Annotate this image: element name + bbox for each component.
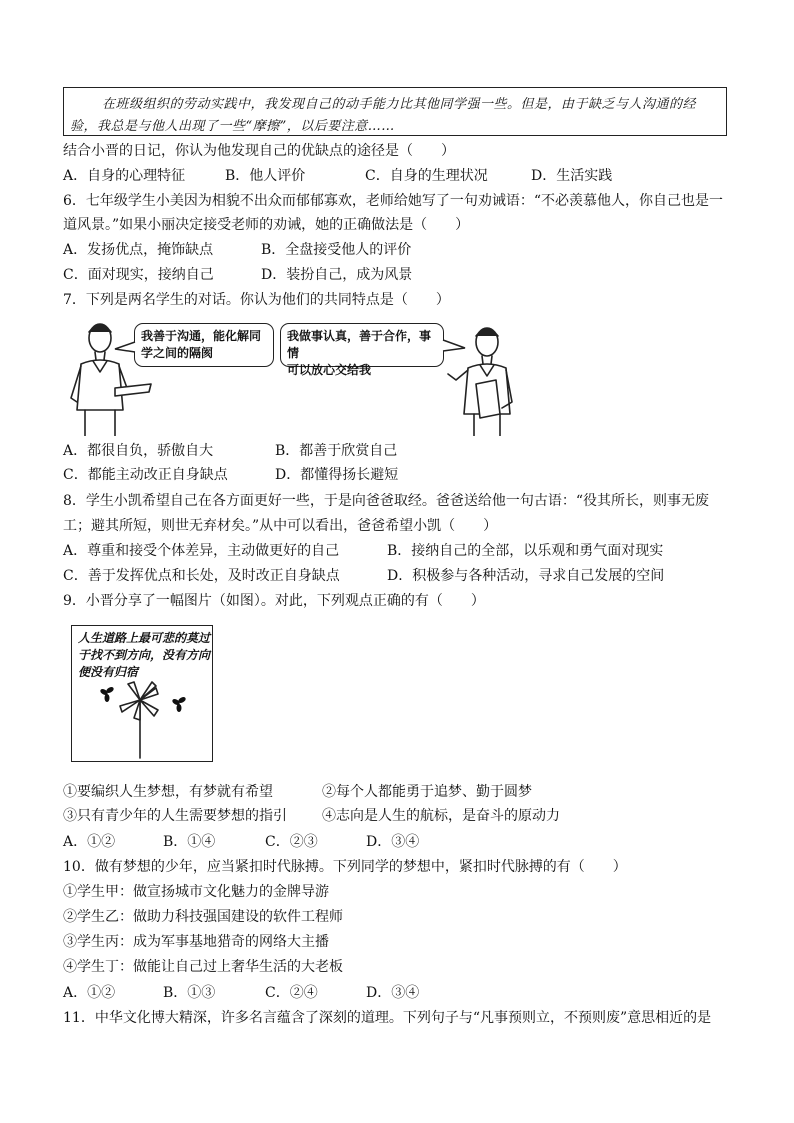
q6-option-d: D．装扮自己，成为风景 <box>261 267 413 283</box>
speech-bubble-right <box>280 323 444 377</box>
speech-bubble-left <box>134 323 274 367</box>
q7-option-c: C．都能主动改正自身缺点 <box>63 467 228 483</box>
q9-option-d: D．③④ <box>366 834 420 850</box>
speech-left-tail <box>114 340 136 356</box>
diary-line-2: 验，我总是与他人出现了一些“摩擦”，以后要注意…… <box>70 119 395 134</box>
q8-option-d: D．积极参与各种活动，寻求自己发展的空间 <box>387 568 665 584</box>
q8-stem-line-1: 8．学生小凯希望自己在各方面更好一些，于是向爸爸取经。爸爸送给他一句古语：“役其所长，则事无废 <box>63 493 710 509</box>
q10-option-c: C．②④ <box>265 985 318 1001</box>
q5-option-c: C．自身的生理状况 <box>365 168 488 184</box>
q5-option-b: B．他人评价 <box>225 168 306 184</box>
q10-statement-3: ③学生丙：成为军事基地猎奇的网络大主播 <box>63 934 329 950</box>
q10-option-a: A．①② <box>63 985 116 1001</box>
q7-stem: 7．下列是两名学生的对话。你认为他们的共同特点是（ ） <box>63 292 450 308</box>
poster-line-3: 便没有归宿 <box>78 665 139 679</box>
q9-statement-3: ③只有青少年的人生需要梦想的指引 <box>63 808 287 824</box>
q10-option-b: B．①③ <box>163 985 216 1001</box>
q5-option-d: D．生活实践 <box>531 168 613 184</box>
q7-option-b: B．都善于欣赏自己 <box>275 443 398 459</box>
diary-box <box>63 87 727 136</box>
q5-stem: 结合小晋的日记，你认为他发现自己的优缺点的途径是（ ） <box>63 143 455 159</box>
q9-stem: 9．小晋分享了一幅图片（如图）。对此，下列观点正确的有（ ） <box>63 593 485 609</box>
speech-right-line-1: 我做事认真，善于合作，事情 <box>287 329 432 360</box>
q11-stem: 11．中华文化博大精深，许多名言蕴含了深刻的道理。下列句子与“凡事预则立，不预则废”意思相近的是 <box>63 1010 712 1026</box>
speech-right-line-2: 可以放心交给我 <box>287 363 372 377</box>
q9-option-a: A．①② <box>63 834 116 850</box>
q9-option-c: C．②③ <box>265 834 318 850</box>
q8-option-c: C．善于发挥优点和长处，及时改正自身缺点 <box>63 568 340 584</box>
q7-option-a: A．都很自负，骄傲自大 <box>63 443 214 459</box>
q9-poster-image <box>71 625 213 762</box>
q9-option-b: B．①④ <box>163 834 216 850</box>
speech-left-line-2: 学之间的隔阂 <box>141 346 214 360</box>
q10-statement-1: ①学生甲：做宣扬城市文化魅力的金牌导游 <box>63 884 329 900</box>
q6-stem-line-2: 道风景。”如果小丽决定接受老师的劝诫，她的正确做法是（ ） <box>63 217 470 233</box>
q6-option-a: A．发扬优点，掩饰缺点 <box>63 242 214 258</box>
q6-option-b: B．全盘接受他人的评价 <box>261 242 412 258</box>
q8-option-a: A．尊重和接受个体差异，主动做更好的自己 <box>63 543 340 559</box>
q5-option-a: A．自身的心理特征 <box>63 168 186 184</box>
q8-option-b: B．接纳自己的全部，以乐观和勇气面对现实 <box>387 543 664 559</box>
student-right-illustration <box>440 322 520 436</box>
diary-line-1: 在班级组织的劳动实践中，我发现自己的动手能力比其他同学强一些。但是，由于缺乏与人沟通的经 <box>102 97 697 112</box>
q9-statement-2: ②每个人都能勇于追梦、勤于圆梦 <box>322 784 532 800</box>
q10-stem: 10．做有梦想的少年，应当紧扣时代脉搏。下列同学的梦想中，紧扣时代脉搏的有（ ） <box>63 859 627 875</box>
q7-option-d: D．都懂得扬长避短 <box>275 467 399 483</box>
q8-stem-line-2: 工；避其所短，则世无弃材矣。”从中可以看出，爸爸希望小凯（ ） <box>63 518 498 534</box>
q10-statement-2: ②学生乙：做助力科技强国建设的软件工程师 <box>63 909 343 925</box>
q9-statement-4: ④志向是人生的航标，是奋斗的原动力 <box>322 808 560 824</box>
speech-left-line-1: 我善于沟通，能化解同 <box>141 329 262 343</box>
q10-statement-4: ④学生丁：做能让自己过上奢华生活的大老板 <box>63 959 343 975</box>
q9-statement-1: ①要编织人生梦想，有梦就有希望 <box>63 784 273 800</box>
q10-option-d: D．③④ <box>366 985 420 1001</box>
q6-option-c: C．面对现实，接纳自己 <box>63 267 214 283</box>
q6-stem-line-1: 6．七年级学生小美因为相貌不出众而郁郁寡欢，老师给她写了一句劝诫语：“不必羡慕他人，你自己也是一 <box>63 193 724 209</box>
poster-line-1: 人生道路上最可悲的莫过 <box>78 631 211 645</box>
poster-line-2: 于找不到方向，没有方向 <box>78 648 211 662</box>
signpost-pinwheel-icon <box>92 678 192 760</box>
